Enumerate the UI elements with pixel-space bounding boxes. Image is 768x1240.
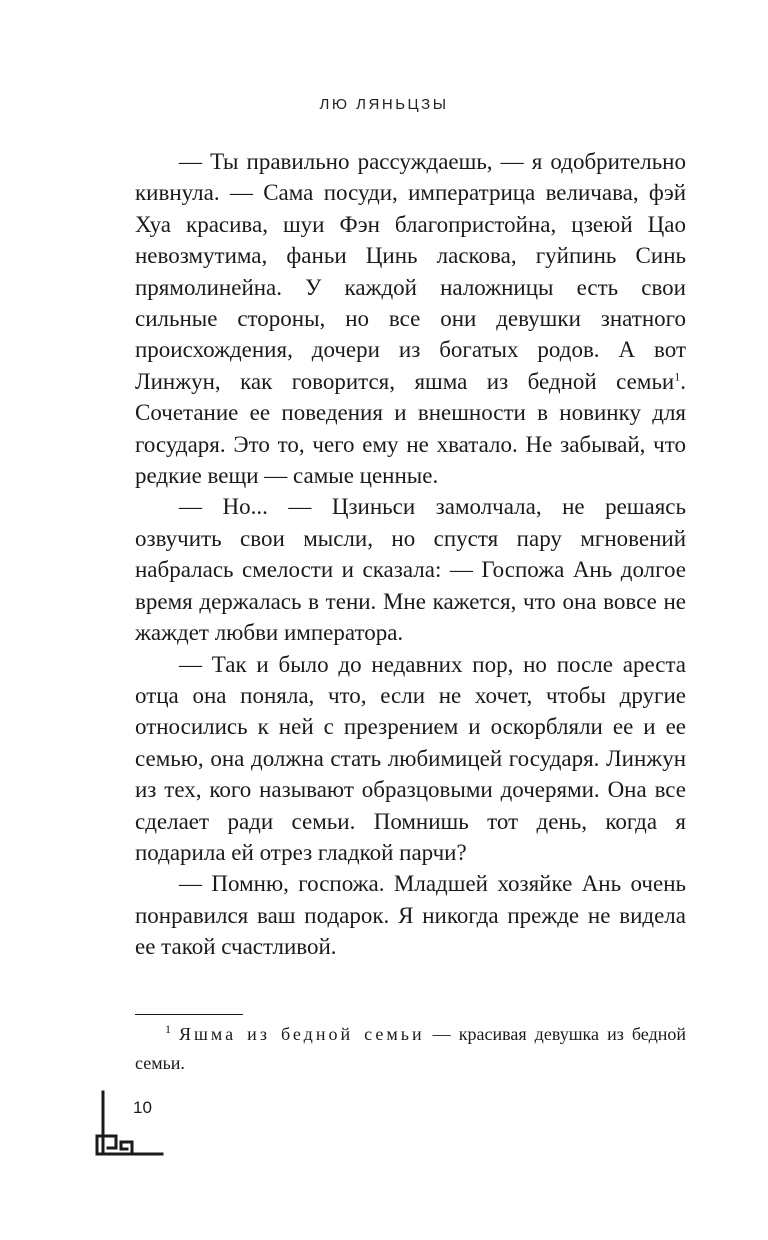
main-text <box>135 146 686 963</box>
footnote <box>135 1020 686 1078</box>
footnote-divider <box>135 1014 243 1015</box>
footnote-definition: — красивая девушка из бедной семьи. <box>135 1024 686 1073</box>
paragraph-1 <box>135 146 686 491</box>
paragraph-2: — Но... — Цзиньси замолчала, не решаясь озвучить свои мысли, но спустя пару мгновений набралась смелости и сказала: — Госпожа Ань долгое время держалась в тени. Мне кажется, что она вовсе не жаждет любви императора. <box>135 494 686 646</box>
paragraph-1-text-a: — Ты правильно рассуждаешь, — я одобрительно кивнула. — Сама посуди, императрица величава, фэй Хуа красива, шуи Фэн благопристойна, цзеюй Цао невозмутима, фаньи Цинь ласкова, гуйпинь Синь прямолинейна. У каждой наложницы есть свои сильные стороны, но все они девушки знатного происхождения, дочери из богатых родов. А вот Линжун, как говорится, яшма из бедной семьи <box>135 149 686 394</box>
corner-ornament-icon <box>94 1090 166 1162</box>
footnote-reference[interactable]: 1 <box>674 369 681 384</box>
page-number: 10 <box>133 1098 152 1117</box>
footnote-number: 1 <box>165 1022 171 1036</box>
paragraph-4: — Помню, госпожа. Младшей хозяйке Ань очень понравился ваш подарок. Я никогда прежде не видела ее такой счастливой. <box>135 871 686 960</box>
running-head: ЛЮ ЛЯНЬЦЗЫ <box>319 96 449 113</box>
footnote-term: Яшма из бедной семьи <box>179 1024 425 1044</box>
paragraph-1-text-b: . Сочетание ее поведения и внешности в новинку для государя. Это то, чего ему не хватало. Не забывай, что редкие вещи — самые ценные. <box>135 368 686 489</box>
paragraph-3: — Так и было до недавних пор, но после ареста отца она поняла, что, если не хочет, чтобы другие относились к ней с презрением и оскорбляли ее и ее семью, она должна стать любимицей государя. Линжун из тех, кого называют образцовыми дочерями. Она все сделает ради семьи. Помнишь тот день, когда я подарила ей отрез гладкой парчи? <box>135 651 686 865</box>
